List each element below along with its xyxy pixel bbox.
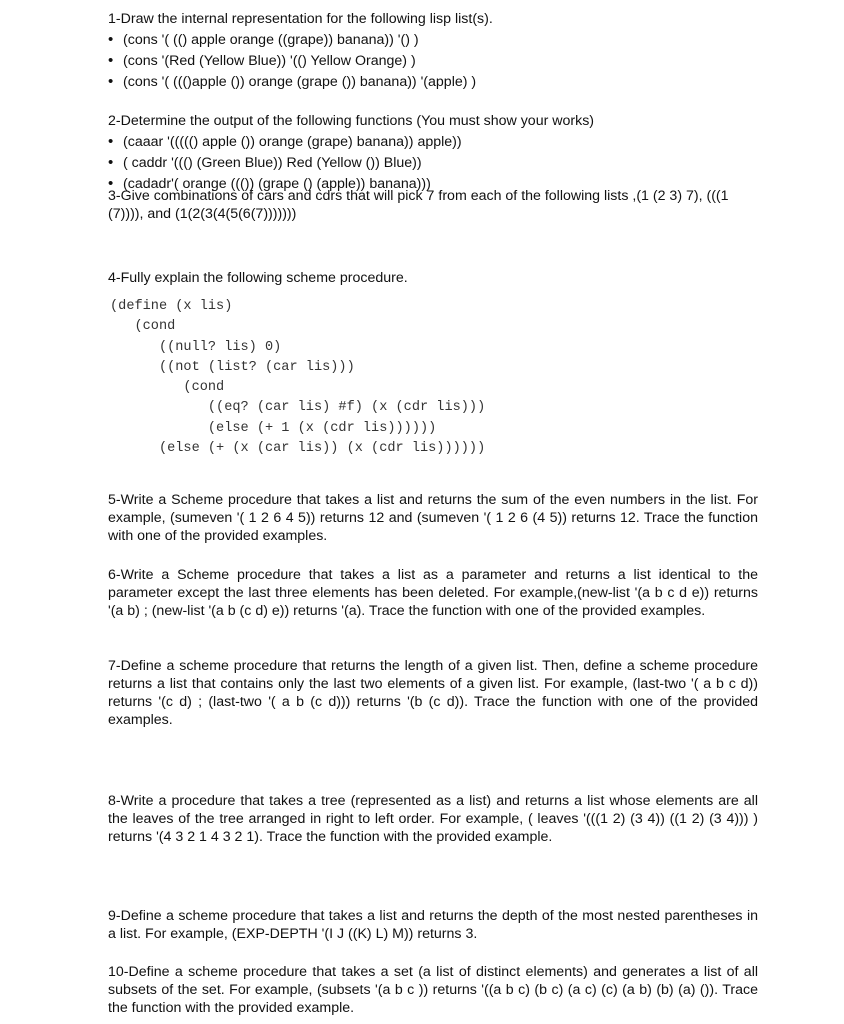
- q2-item: • (cadadr'( orange ((()) (grape () (apple)) banana))): [108, 175, 758, 193]
- q1-item: • (cons '( (() apple orange ((grape)) banana)) '() ): [108, 31, 758, 49]
- q1-item: • (cons '( ((()apple ()) orange (grape ()) banana)) '(apple) ): [108, 73, 758, 91]
- q5-text: 5-Write a Scheme procedure that takes a list and returns the sum of the even numbers in the list. For example, (sumeven '( 1 2 6 4 5)) returns 12 and (sumeven '( 1 2 6 (4 5)) returns 12. Trace the function with one of the provided examples.: [108, 492, 758, 544]
- question-3: [108, 187, 758, 223]
- question-7: [108, 657, 758, 729]
- q1-list: [108, 31, 758, 91]
- question-9: [108, 907, 758, 943]
- question-8: [108, 792, 758, 846]
- q9-text: 9-Define a scheme procedure that takes a list and returns the depth of the most nested parentheses in a list. For example, (EXP-DEPTH '(I J ((K) L) M)) returns 3.: [108, 908, 758, 942]
- q7-text: 7-Define a scheme procedure that returns the length of a given list. Then, define a scheme procedure returns a list that contains only the last two elements of a given list. For example, (last-two '( a b c d)) returns '(c d) ; (last-two '( a b (c d))) returns '(b (c d)). Trace the function with one of the provided examples.: [108, 658, 758, 728]
- scheme-code-block: (define (x lis) (cond ((null? lis) 0) ((not (list? (car lis))) (cond ((eq? (car lis) #f) (x (cdr lis))) (else (+ 1 (x (cdr lis)))))) (else (+ (x (car lis)) (x (cdr lis)))))): [110, 299, 486, 457]
- q2-title: 2-Determine the output of the following functions (You must show your works): [108, 113, 595, 129]
- q10-text: 10-Define a scheme procedure that takes a set (a list of distinct elements) and generates a list of all subsets of the set. For example, (subsets '(a b c )) returns '((a b c) (b c) (a c) (c) (a b) (b) (a) ()). Trace the function with the provided example.: [108, 964, 758, 1016]
- q1-title: 1-Draw the internal representation for the following lisp list(s).: [108, 11, 493, 27]
- question-6: [108, 566, 758, 620]
- q2-item: • (caaar '((((() apple ()) orange (grape) banana)) apple)): [108, 133, 758, 151]
- q6-text: 6-Write a Scheme procedure that takes a list as a parameter and returns a list identical to the parameter except the last three elements has been deleted. For example,(new-list '(a b c d e)) returns '(a b) ; (new-list '(a b (c d) e)) returns '(a). Trace the function with one of the provided examples.: [108, 567, 758, 619]
- question-5: [108, 491, 758, 545]
- q3-line-1: 3-Give combinations of cars and cdrs that will pick 7 from each of the following lists ,(1 (2 3) 7), (((1: [108, 188, 729, 204]
- question-10: [108, 963, 758, 1017]
- question-2: [108, 112, 758, 193]
- q8-text: 8-Write a procedure that takes a tree (represented as a list) and returns a list whose elements are all the leaves of the tree arranged in right to left order. For example, ( leaves '(((1 2) (3 4)) ((1 2) (3 4))) ) returns '(4 3 2 1 4 3 2 1). Trace the function with the provided example.: [108, 793, 758, 845]
- q1-item: • (cons '(Red (Yellow Blue)) '(() Yellow Orange) ): [108, 52, 758, 70]
- q2-list: [108, 133, 758, 193]
- q4-title: 4-Fully explain the following scheme procedure.: [108, 270, 408, 286]
- question-4: [108, 269, 758, 287]
- q3-line-2: (7)))), and (1(2(3(4(5(6(7))))))): [108, 206, 297, 222]
- question-1: [108, 10, 758, 91]
- q2-item: • ( caddr '((() (Green Blue)) Red (Yellow ()) Blue)): [108, 154, 758, 172]
